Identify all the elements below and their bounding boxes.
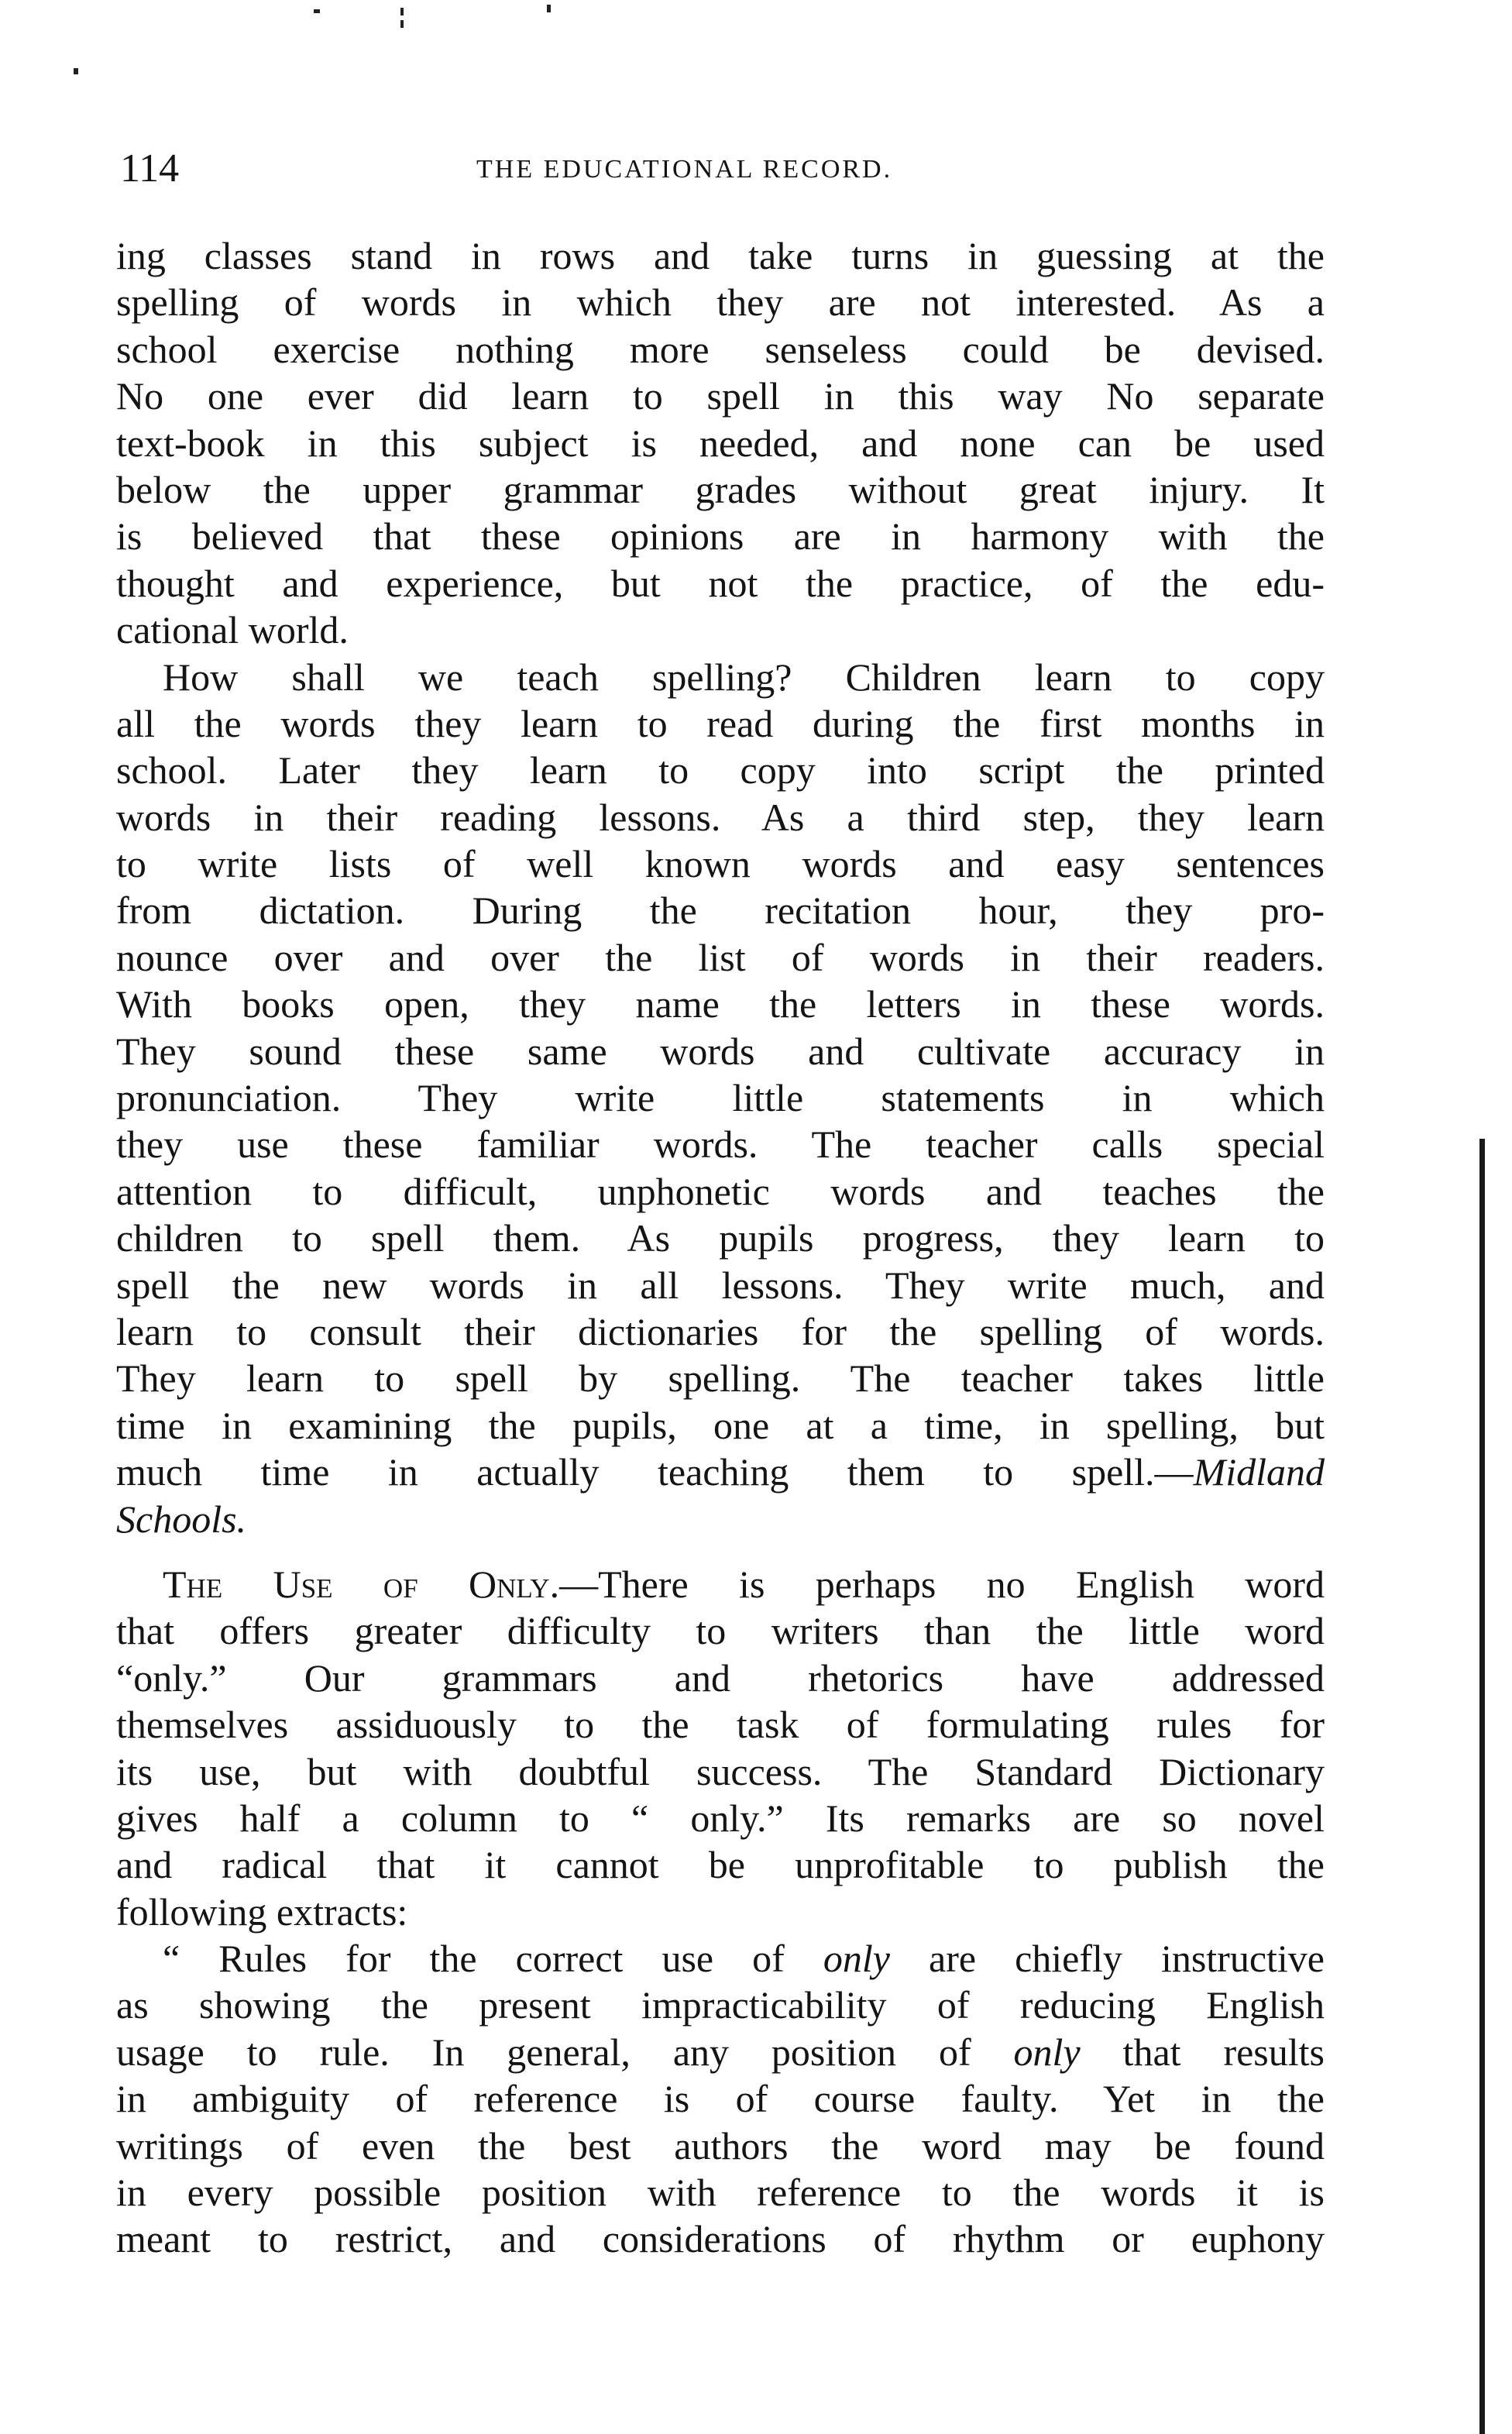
paragraph-how-to-teach-spelling (116, 654, 1325, 1542)
text-line: “only.” Our grammars and rhetorics have addressed (116, 1655, 1325, 1700)
text-line: With books open, they name the letters in these words. (116, 982, 1325, 1026)
journal-title: THE EDUCATIONAL RECORD. (476, 155, 893, 184)
scan-speck (74, 68, 78, 74)
text-line: cational world. (116, 608, 349, 652)
text-line (116, 1449, 1325, 1495)
text-line: in ambiguity of reference is of course faulty. Yet in the (116, 2077, 1325, 2121)
text-line: spell the new words in all lessons. They write much, and (116, 1263, 1325, 1307)
text-line: thought and experience, but not the practice, of the edu- (116, 561, 1325, 605)
text-segment: are chiefly instructive (889, 1937, 1325, 1981)
paragraph-use-of-only (116, 1561, 1325, 1935)
text-line: that offers greater difficulty to writers than the little word (116, 1609, 1325, 1653)
paragraph-spelling-drills (116, 232, 1325, 654)
page-number: 114 (120, 146, 180, 191)
text-line: words in their reading lessons. As a third step, they learn (116, 795, 1325, 839)
text-line: as showing the present impracticability of reducing English (116, 1983, 1325, 2027)
text-line: attention to difficult, unphonetic words and teaches the (116, 1169, 1325, 1213)
page-edge-rule (1479, 1139, 1485, 2434)
paragraph-gap (116, 1542, 1325, 1561)
body-text (116, 232, 1325, 2263)
text-segment: —There is perhaps no English word (559, 1562, 1325, 1606)
text-line: themselves assiduously to the task of formulating rules for (116, 1703, 1325, 1747)
text-line: pronunciation. They write little statements in which (116, 1076, 1325, 1120)
text-line: How shall we teach spelling? Children learn to copy (163, 655, 1325, 699)
text-line: from dictation. During the recitation hour, they pro- (116, 889, 1325, 933)
text-line: nounce over and over the list of words in their readers. (116, 935, 1325, 979)
text-segment: “ Rules for the correct use of (163, 1937, 823, 1981)
scan-speck (400, 8, 404, 15)
text-line: gives half a column to “ only.” Its remarks are so novel (116, 1796, 1325, 1840)
running-head (120, 146, 1328, 192)
text-line: is believed that these opinions are in harmony with the (116, 514, 1325, 559)
text-segment: much time in actually teaching them to spell.— (116, 1450, 1194, 1494)
text-line: below the upper grammar grades without great injury. It (116, 467, 1325, 511)
text-line: they use these familiar words. The teacher calls special (116, 1122, 1325, 1167)
scan-speck (314, 9, 320, 13)
scan-speck (547, 5, 551, 12)
text-line (116, 1496, 1325, 1542)
text-line: in every possible position with reference to the words it is (116, 2171, 1325, 2215)
text-segment: that results (1080, 2030, 1325, 2074)
text-line: following extracts: (116, 1889, 408, 1934)
text-line: to write lists of well known words and easy sentences (116, 842, 1325, 886)
section-heading: The Use of Only. (163, 1562, 560, 1606)
text-line: school. Later they learn to copy into script the printed (116, 748, 1325, 792)
text-line: writings of even the best authors the word may be found (116, 2123, 1325, 2168)
text-line: No one ever did learn to spell in this way No separate (116, 374, 1325, 418)
text-line: children to spell them. As pupils progress, they learn to (116, 1216, 1325, 1260)
text-line (116, 1935, 1325, 1982)
text-line: and radical that it cannot be unprofitable to publish the (116, 1843, 1325, 1887)
text-line: text-book in this subject is needed, and none can be used (116, 421, 1325, 465)
text-segment: usage to rule. In general, any position of (116, 2030, 1014, 2074)
source-citation: Schools. (116, 1497, 247, 1541)
text-line: school exercise nothing more senseless could be devised. (116, 327, 1325, 371)
text-line (116, 1561, 1325, 1607)
text-line: ing classes stand in rows and take turns in guessing at the (116, 234, 1325, 277)
emphasized-word: only (823, 1937, 890, 1981)
text-line: learn to consult their dictionaries for the spelling of words. (116, 1309, 1325, 1353)
paragraph-dictionary-extract (116, 1935, 1325, 2263)
text-line: spelling of words in which they are not interested. As a (116, 280, 1325, 325)
text-line (116, 2029, 1325, 2075)
text-line: meant to restrict, and considerations of rhythm or euphony (116, 2217, 1325, 2261)
text-line: all the words they learn to read during the first months in (116, 701, 1325, 745)
text-line: its use, but with doubtful success. The Standard Dictionary (116, 1749, 1325, 1793)
emphasized-word: only (1013, 2030, 1081, 2074)
text-line: They learn to spell by spelling. The teacher takes little (116, 1356, 1325, 1401)
text-line: They sound these same words and cultivate accuracy in (116, 1029, 1325, 1073)
text-line: time in examining the pupils, one at a time, in spelling, but (116, 1403, 1325, 1447)
scan-speck (400, 20, 404, 28)
source-citation: Midland (1193, 1450, 1325, 1494)
